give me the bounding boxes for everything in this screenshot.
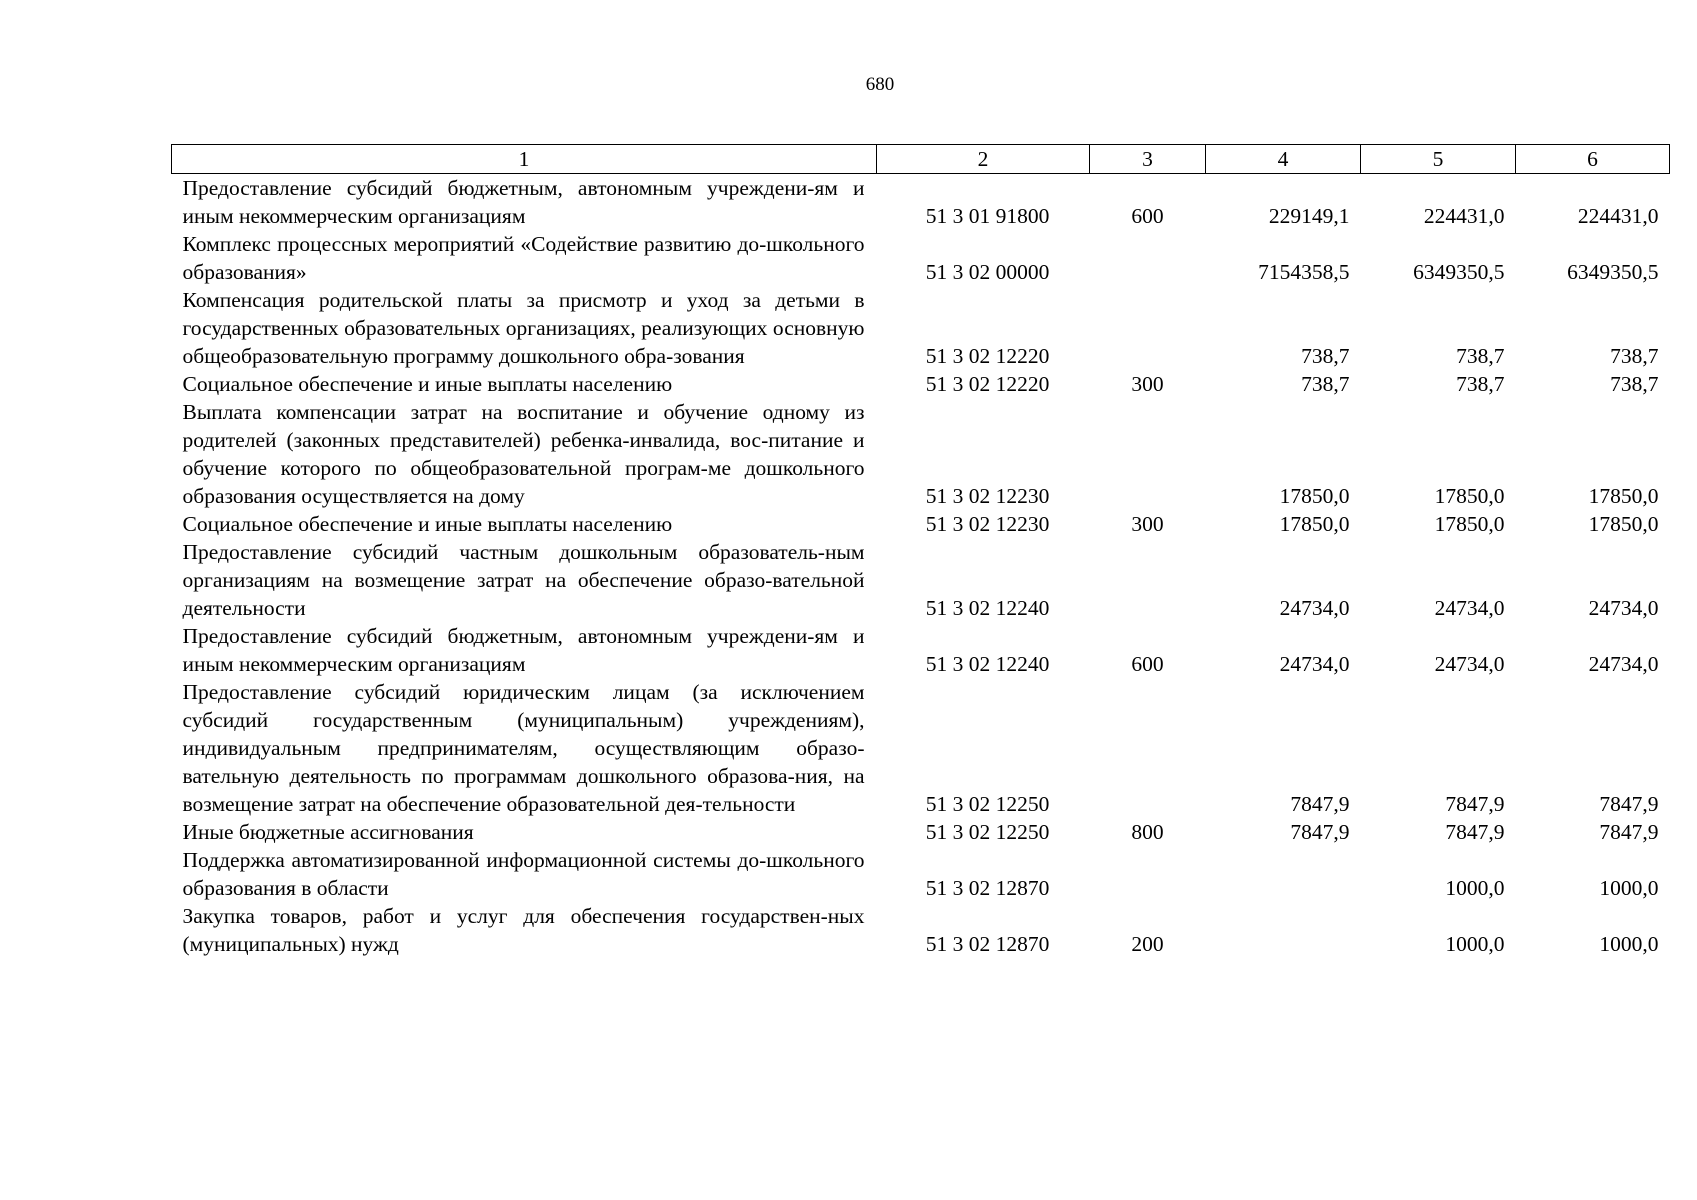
row-value-5: 17850,0 [1434,484,1505,508]
row-value-5: 224431,0 [1423,204,1505,228]
row-name: Комплекс процессных мероприятий «Содействие развитию до-школьного образования» [182,232,865,284]
row-value-4 [1206,846,1361,902]
row-type [1090,846,1206,902]
row-code: 51 3 02 12240 [925,652,1050,676]
row-code: 51 3 02 12220 [925,372,1050,396]
row-value-6: 738,7 [1610,344,1659,368]
row-value-4: 17850,0 [1279,484,1350,508]
row-value-6: 17850,0 [1588,512,1659,536]
table-row [172,230,1670,286]
table-row [172,510,1670,538]
row-value-5: 7847,9 [1445,820,1505,844]
table-row [172,538,1670,622]
table-row [172,902,1670,958]
row-type [1090,286,1206,370]
row-value-4: 738,7 [1301,344,1350,368]
row-name: Предоставление субсидий юридическим лицам (за исключением субсидий государственным (муниципальным) учреждениям), индивидуальным предпринимателям, осуществляющим образо-вательную деятельность по программам дошкольного образова-ния, на возмещение затрат на обеспечение образовательной дея-тельности [182,680,865,816]
row-type [1090,230,1206,286]
table-row [172,398,1670,510]
row-name: Компенсация родительской платы за присмотр и уход за детьми в государственных образовательных организациях, реализующих основную общеобразовательную программу дошкольного обра-зования [182,288,865,368]
row-value-6: 738,7 [1610,372,1659,396]
table-row [172,622,1670,678]
page-number: 680 [865,74,895,95]
row-name: Предоставление субсидий частным дошкольным образователь-ным организациям на возмещение затрат на обеспечение образо-вательной деятельности [182,540,865,620]
header-col-3: 3 [1090,145,1206,174]
row-value-6: 1000,0 [1599,932,1659,956]
row-value-4: 24734,0 [1279,596,1350,620]
row-type: 600 [1131,652,1164,676]
row-code: 51 3 02 12220 [925,344,1050,368]
row-value-5: 17850,0 [1434,512,1505,536]
header-col-5: 5 [1361,145,1516,174]
table-row [172,818,1670,846]
table-row [172,678,1670,818]
row-code: 51 3 02 12230 [925,512,1050,536]
row-name: Выплата компенсации затрат на воспитание и обучение одному из родителей (законных представителей) ребенка-инвалида, вос-питание и обучение которого по общеобразовательной програм-ме дошкольного образования осуществляется на дому [182,400,865,508]
row-name: Иные бюджетные ассигнования [182,820,474,844]
row-name: Поддержка автоматизированной информационной системы до-школьного образования в области [182,848,865,900]
row-type [1090,538,1206,622]
table-row [172,286,1670,370]
table-row [172,370,1670,398]
row-code: 51 3 02 12870 [925,876,1050,900]
row-value-4: 17850,0 [1279,512,1350,536]
table-body [172,174,1670,959]
row-value-5: 738,7 [1456,344,1505,368]
row-code: 51 3 01 91800 [925,204,1050,228]
row-value-5: 738,7 [1456,372,1505,396]
row-type [1090,398,1206,510]
row-value-4: 24734,0 [1279,652,1350,676]
row-name: Предоставление субсидий бюджетным, автономным учреждени-ям и иным некоммерческим организациям [182,624,865,676]
row-value-4: 7847,9 [1290,820,1350,844]
table-row [172,174,1670,231]
row-value-4: 7847,9 [1290,792,1350,816]
row-type: 300 [1131,372,1164,396]
row-type [1090,678,1206,818]
row-code: 51 3 02 12870 [925,932,1050,956]
row-code: 51 3 02 12250 [925,820,1050,844]
row-value-6: 17850,0 [1588,484,1659,508]
row-value-6: 224431,0 [1577,204,1659,228]
row-name: Социальное обеспечение и иные выплаты населению [182,372,673,396]
row-code: 51 3 02 12240 [925,596,1050,620]
row-code: 51 3 02 12230 [925,484,1050,508]
table-header [172,145,1670,174]
row-code: 51 3 02 00000 [925,260,1050,284]
row-value-5: 1000,0 [1445,876,1505,900]
row-value-5: 24734,0 [1434,652,1505,676]
row-value-6: 24734,0 [1588,652,1659,676]
table-row [172,846,1670,902]
header-col-1: 1 [172,145,877,174]
row-name: Закупка товаров, работ и услуг для обеспечения государствен-ных (муниципальных) нужд [182,904,865,956]
row-value-5: 1000,0 [1445,932,1505,956]
row-value-5: 7847,9 [1445,792,1505,816]
header-col-6: 6 [1516,145,1670,174]
row-value-4: 7154358,5 [1258,260,1350,284]
row-value-6: 7847,9 [1599,820,1659,844]
row-name: Социальное обеспечение и иные выплаты населению [182,512,673,536]
header-col-4: 4 [1206,145,1361,174]
row-value-6: 24734,0 [1588,596,1659,620]
row-value-4: 738,7 [1301,372,1350,396]
row-value-6: 6349350,5 [1567,260,1659,284]
header-col-2: 2 [877,145,1090,174]
row-value-6: 7847,9 [1599,792,1659,816]
header-row [172,145,1670,174]
row-value-5: 24734,0 [1434,596,1505,620]
row-type: 800 [1131,820,1164,844]
row-name: Предоставление субсидий бюджетным, автономным учреждени-ям и иным некоммерческим организациям [182,176,865,228]
row-value-4 [1206,902,1361,958]
row-value-4: 229149,1 [1268,204,1350,228]
row-code: 51 3 02 12250 [925,792,1050,816]
row-value-6: 1000,0 [1599,876,1659,900]
budget-table [171,144,1670,958]
row-type: 300 [1131,512,1164,536]
row-type: 600 [1131,204,1164,228]
row-type: 200 [1131,932,1164,956]
row-value-5: 6349350,5 [1413,260,1505,284]
